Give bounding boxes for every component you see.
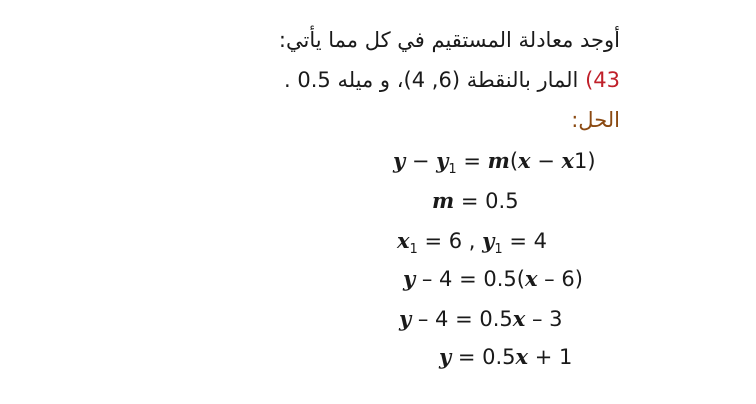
var-m: m [487, 148, 510, 173]
operator-minus: − [405, 149, 437, 173]
var-x1: x [561, 148, 575, 173]
var-x: x [524, 266, 538, 291]
var-y1: y [436, 148, 449, 173]
equation-middle: – 4 = 0.5( [415, 267, 525, 291]
var-y1: y [482, 228, 495, 253]
equation-end: – 6) [537, 267, 583, 291]
operator-equals: = [456, 149, 488, 173]
operator-minus-2: − [530, 149, 562, 173]
equation-point-slope-form [393, 148, 596, 177]
var-x: x [515, 344, 529, 369]
equation-middle: – 4 = 0.5 [411, 307, 513, 331]
equation-end: + 1 [528, 345, 573, 369]
equation-middle: = 0.5 [451, 345, 516, 369]
slope-value: = 0.5 [454, 189, 519, 213]
var-x: x [518, 148, 531, 173]
question-line [284, 68, 620, 92]
equation-end: – 3 [525, 307, 563, 331]
var-m: m [432, 188, 455, 213]
equation-expanded [399, 306, 563, 331]
equation-substituted [403, 266, 583, 291]
question-text: المار بالنقطة (6, 4)، و ميله 0.5 . [284, 68, 579, 92]
question-title: أوجد معادلة المستقيم في كل مما يأتي: [278, 28, 620, 52]
var-y: y [403, 266, 416, 291]
subscript-1: 1 [409, 242, 418, 258]
equation-point-values [397, 228, 547, 257]
var-y: y [439, 344, 452, 369]
question-number: 43) [585, 68, 620, 92]
var-x1: x [397, 228, 410, 253]
var-x: x [512, 306, 526, 331]
x1-value: = 6 , [417, 229, 483, 253]
one-close-paren: 1) [574, 149, 596, 173]
equation-final-answer [439, 344, 572, 369]
equation-slope-value [432, 188, 519, 213]
subscript-1: 1 [448, 162, 457, 178]
var-y: y [399, 306, 412, 331]
var-y: y [393, 148, 406, 173]
subscript-1-b: 1 [494, 242, 503, 258]
paren-open: ( [509, 149, 519, 173]
solution-label: الحل: [571, 108, 620, 132]
y1-value: = 4 [502, 229, 547, 253]
